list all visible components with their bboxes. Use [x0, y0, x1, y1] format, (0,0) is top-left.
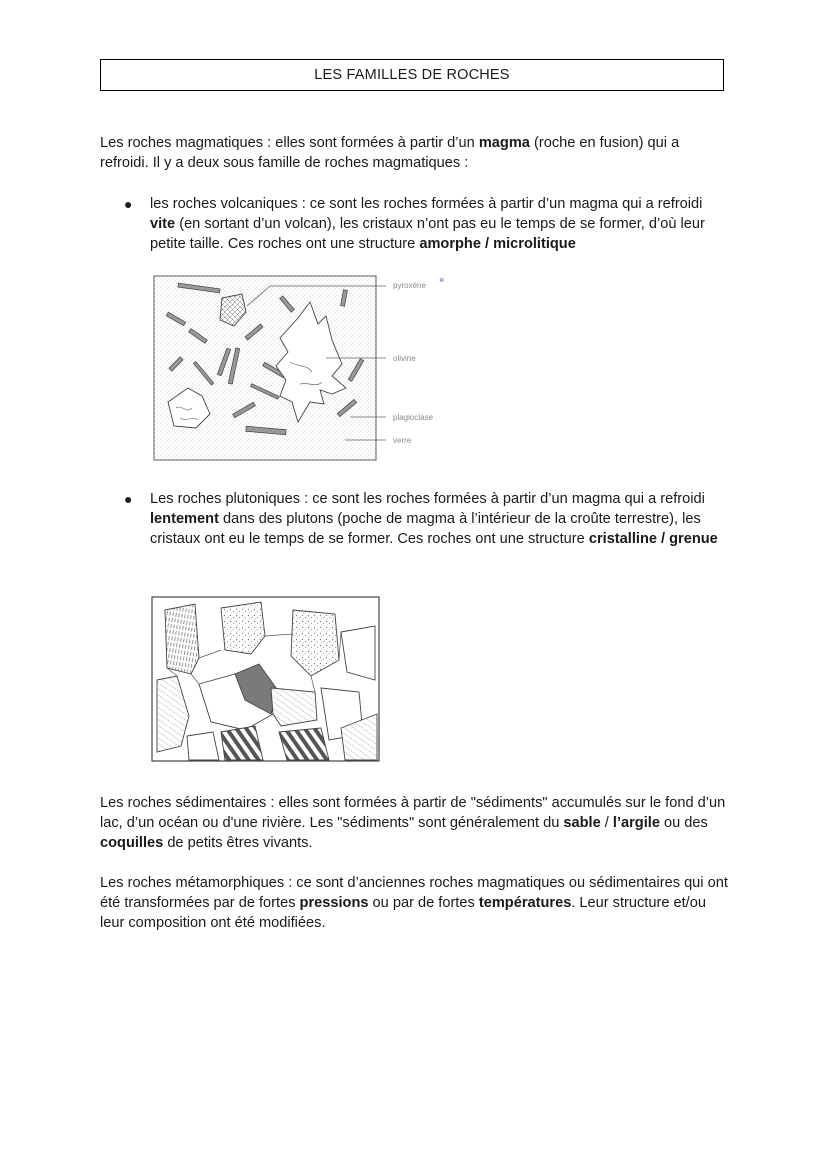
label-pyroxene: pyroxène — [393, 281, 426, 290]
volcanic-diagram-svg — [150, 272, 460, 467]
label-verre: verre — [393, 436, 412, 445]
sedimentary-text-2: / — [600, 815, 613, 832]
plutonic-rock-diagram — [151, 596, 381, 764]
metamorphic-text-2: ou par de fortes — [368, 895, 479, 912]
sedimentary-text-4: de petits êtres vivants. — [163, 835, 313, 852]
bullet-icon: ● — [124, 196, 133, 212]
volcanic-bullet — [124, 194, 724, 255]
metamorphic-bold-pressions: pressions — [299, 895, 369, 912]
volcanic-bold-structure: amorphe / microlitique — [419, 236, 576, 253]
volcanic-text-1: les roches volcaniques : ce sont les roches formées à partir d’un magma qui a refroidi — [150, 196, 703, 212]
metamorphic-bold-temperatures: températures — [478, 895, 572, 912]
plutonic-text-2: dans des plutons (poche de magma à l’intérieur de la croûte terrestre), les cristaux ont eu le temps de se former. Ces roches ont une structure — [150, 511, 701, 548]
grain-plain — [187, 732, 219, 760]
page-title-text: LES FAMILLES DE ROCHES — [314, 67, 510, 83]
close-icon: × — [439, 275, 445, 285]
magmatic-text-2: (roche en fusion) qui a refroidi. Il y a deux sous famille de roches magmatiques : — [100, 135, 680, 172]
label-olivine: olivine — [393, 354, 416, 363]
sedimentary-bold-argile: l’argile — [612, 815, 660, 832]
sedimentary-text-1: Les roches sédimentaires : elles sont formées à partir de "sédiments" accumulés sur le fond d’un lac, d’un océan ou d'une rivière. Les "sédiments" sont généralement du — [100, 795, 726, 832]
plutonic-bold-structure: cristalline / grenue — [588, 531, 718, 548]
grain-lined — [165, 604, 199, 674]
metamorphic-paragraph — [100, 873, 730, 934]
plutonic-bullet — [124, 489, 724, 550]
plutonic-text-1: Les roches plutoniques : ce sont les roches formées à partir d’un magma qui a refroidi — [150, 491, 705, 507]
bullet-icon: ● — [124, 491, 133, 507]
label-plagioclase: plagioclase — [393, 413, 434, 422]
volcanic-text-2: (en sortant d’un volcan), les cristaux n’ont pas eu le temps de se former, d’où leur petite taille. Ces roches ont une structure — [150, 216, 705, 253]
volcanic-rock-diagram — [150, 272, 460, 467]
metamorphic-text-1: Les roches métamorphiques : ce sont d’anciennes roches magmatiques ou sédimentaires qui ont été transformées par de fortes — [100, 875, 728, 912]
sedimentary-paragraph — [100, 793, 730, 854]
plutonic-diagram-svg — [151, 596, 381, 764]
metamorphic-text-3: . Leur structure et/ou leur composition ont été modifiées. — [100, 895, 706, 932]
sedimentary-text-3: ou des — [659, 815, 708, 832]
grain-striped — [279, 728, 329, 760]
page-title — [100, 59, 724, 91]
magmatic-bold-magma: magma — [478, 135, 530, 151]
magmatic-intro — [100, 133, 730, 173]
volcanic-text — [150, 194, 724, 255]
volcanic-bold-vite: vite — [150, 216, 176, 233]
sedimentary-bold-coquilles: coquilles — [100, 835, 164, 852]
plutonic-text — [150, 489, 724, 550]
grain-dashed — [271, 688, 317, 726]
sedimentary-bold-sable: sable — [563, 815, 601, 832]
magmatic-text-1: Les roches magmatiques : elles sont formées à partir d’un — [100, 135, 479, 151]
plutonic-bold-lentement: lentement — [150, 511, 219, 528]
